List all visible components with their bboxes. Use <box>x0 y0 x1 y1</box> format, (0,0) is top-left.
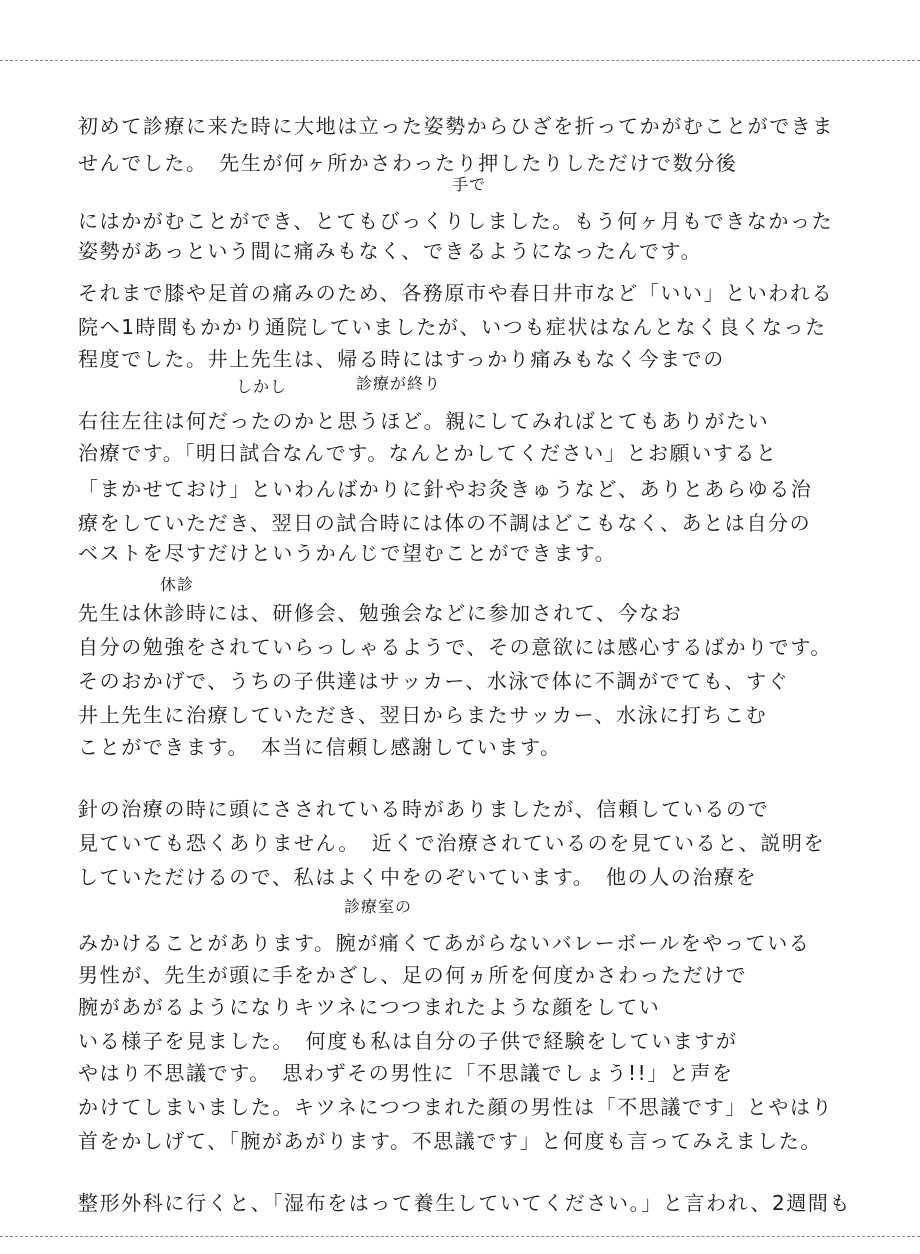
text-line-18: 見ていても恐くありません。 近くで治療されているのを見ていると、説明を <box>78 831 826 855</box>
text-line-3: 姿勢があっという間に痛みもなく、できるようになったんです。 <box>78 239 703 263</box>
text-line-24: やはり不思議です。 思わずその男性に「不思議でしょう!!」と声を <box>78 1061 734 1085</box>
insertion-note-shinryou-ga-owari: 診療が終り <box>356 374 442 393</box>
text-line-21: 男性が、先生が頭に手をかざし、足の何ヵ所を何度かさわっただけで <box>78 963 748 987</box>
bottom-dashed-rule <box>0 1236 920 1237</box>
text-line-10: 療をしていただき、翌日の試合時には体の不調はどこもなく、あとは自分の <box>78 511 812 535</box>
text-line-26: 首をかしげて、「腕があがります。不思議です」と何度も言ってみえました。 <box>78 1129 822 1153</box>
insertion-note-te-de: 手で <box>452 175 487 194</box>
insertion-note-shinryoushitsu-no: 診療室の <box>344 897 413 916</box>
text-line-6: 程度でした。井上先生は、帰る時にはすっかり痛みもなく今までの <box>78 347 725 371</box>
text-line-14: そのおかげで、うちの子供達はサッカー、水泳で体に不調がでても、すぐ <box>78 669 790 693</box>
text-line-2: にはかがむことができ、とてもびっくりしました。もう何ヶ月もできなかった <box>78 209 834 233</box>
text-line-11: ベストを尽すだけというかんじで望むことができます。 <box>78 541 617 565</box>
text-line-1: 初めて診療に来た時に大地は立った姿勢からひざを折ってかがむことができませんでした。 先生が何ヶ所かさわったり押したりしただけで数分後 <box>78 114 834 175</box>
text-line-25: かけてしまいました。キツネにつつまれた顔の男性は「不思議です」とやはり <box>78 1095 834 1119</box>
text-line-15: 井上先生に治療していただき、翌日からまたサッカー、水泳に打ちこむ <box>78 703 768 727</box>
text-line-27: 整形外科に行くと、「湿布をはって養生していてください。」と言われ、2週間も <box>78 1191 852 1215</box>
text-line-4: それまで膝や足首の痛みのため、各務原市や春日井市など「いい」といわれる <box>78 281 834 305</box>
text-line-19: していただけるので、私はよく中をのぞいています。 他の人の治療を <box>78 865 758 889</box>
text-line-12: 先生は休診時には、研修会、勉強会などに参加されて、今なお <box>78 601 683 625</box>
insertion-note-kyushin: 休診 <box>160 575 195 594</box>
text-line-7: 右往左往は何だったのかと思うほど。親にしてみればとてもありがたい <box>78 409 770 433</box>
text-line-9: 「まかせておけ」といわんばかりに針やお灸きゅうなど、ありとあらゆる治 <box>78 477 813 501</box>
text-line-17: 針の治療の時に頭にさされている時がありましたが、信頼しているので <box>78 797 770 821</box>
text-line-8: 治療です。「明日試合なんです。なんとかしてください」とお願いすると <box>78 441 778 465</box>
text-line-13: 自分の勉強をされていらっしゃるようで、その意欲には感心するばかりです。 <box>78 635 832 659</box>
text-line-5: 院へ1時間もかかり通院していましたが、いつも症状はなんとなく良くなった <box>78 315 827 339</box>
text-line-16: ことができます。 本当に信頼し感謝しています。 <box>78 735 562 759</box>
top-dashed-rule <box>0 60 920 61</box>
insertion-note-shikashi: しかし <box>236 377 288 396</box>
text-line-22: 腕があがるようになりキツネにつつまれたような顔をしてい <box>78 995 661 1019</box>
text-line-20: みかけることがあります。腕が痛くてあがらないバレーボールをやっている <box>78 931 811 955</box>
text-line-23: いる様子を見ました。 何度も私は自分の子供で経験をしていますが <box>78 1029 738 1053</box>
